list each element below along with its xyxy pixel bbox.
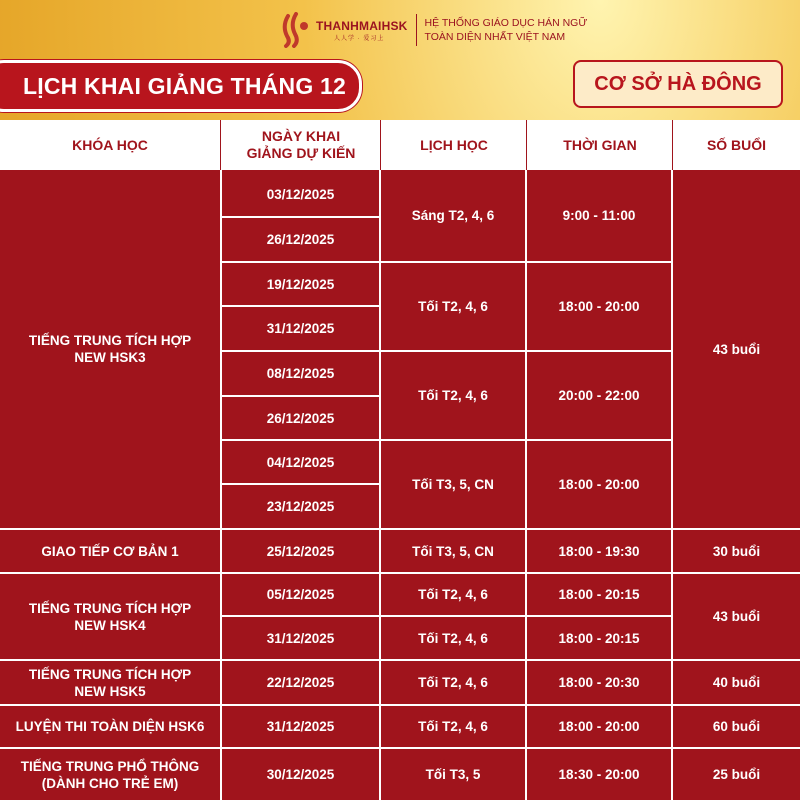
date-cell: 19/12/2025: [266, 276, 335, 292]
brand-sub: 人人学 · 爱习上: [334, 35, 385, 42]
time-cell: 18:30 - 20:00: [558, 767, 640, 782]
date-cell: 22/12/2025: [266, 675, 335, 690]
time-cell: 18:00 - 19:30: [558, 543, 640, 559]
title-banner: [0, 60, 362, 112]
time-cell: 20:00 - 22:00: [558, 388, 640, 403]
header-divider: [672, 120, 673, 170]
schedule-cell: Tối T3, 5, CN: [412, 477, 494, 492]
header-course: KHÓA HỌC: [72, 136, 148, 153]
page-title: LỊCH KHAI GIẢNG THÁNG 12: [23, 72, 346, 99]
schedule-cell: Tối T2, 4, 6: [418, 299, 488, 314]
table-header: [0, 120, 800, 170]
date-cell: 31/12/2025: [266, 630, 335, 646]
branch-badge: [573, 60, 783, 108]
sessions-cell: 43 buổi: [712, 609, 761, 624]
brand-tagline-1: HỆ THỐNG GIÁO DỤC HÁN NGỮ: [424, 17, 588, 29]
date-cell: 05/12/2025: [266, 587, 335, 602]
header-schedule: LỊCH HỌC: [420, 136, 488, 153]
brand-name: THANHMAIHSK: [316, 18, 408, 33]
sessions-cell: 30 buổi: [712, 543, 761, 559]
course-cell: LUYỆN THI TOÀN DIỆN HSK6: [15, 719, 205, 734]
time-cell: 18:00 - 20:30: [558, 675, 640, 690]
time-cell: 9:00 - 11:00: [562, 208, 636, 223]
course-cell: GIAO TIẾP CƠ BẢN 1: [41, 543, 179, 559]
date-cell: 23/12/2025: [266, 499, 335, 514]
course-cell: TIẾNG TRUNG TÍCH HỢP NEW HSK3: [28, 333, 192, 365]
date-cell: 30/12/2025: [266, 767, 335, 782]
course-cell: TIẾNG TRUNG PHỔ THÔNG (DÀNH CHO TRẺ EM): [20, 758, 200, 791]
schedule-table: [0, 120, 800, 800]
branch-label: CƠ SỞ HÀ ĐÔNG: [594, 72, 762, 95]
brand-tagline-2: TOÀN DIỆN NHẤT VIỆT NAM: [424, 31, 566, 43]
schedule-cell: Tối T3, 5, CN: [412, 543, 494, 559]
time-cell: 18:00 - 20:00: [558, 719, 640, 734]
schedule-cell: Tối T2, 4, 6: [418, 388, 488, 403]
date-cell: 25/12/2025: [266, 543, 335, 559]
schedule-cell: Sáng T2, 4, 6: [411, 208, 495, 223]
schedule-cell: Tối T2, 4, 6: [418, 719, 488, 734]
time-cell: 18:00 - 20:00: [558, 477, 640, 492]
header-divider: [526, 120, 527, 170]
date-cell: 08/12/2025: [266, 366, 335, 381]
time-cell: 18:00 - 20:00: [558, 299, 640, 314]
sessions-cell: 60 buổi: [712, 719, 761, 734]
date-cell: 04/12/2025: [266, 454, 335, 470]
brand-logo-icon: [278, 12, 314, 48]
header-date: NGÀY KHAI GIẢNG DỰ KIẾN: [246, 128, 356, 161]
date-cell: 31/12/2025: [266, 321, 335, 336]
date-cell: 31/12/2025: [266, 719, 335, 734]
sessions-cell: 43 buổi: [712, 341, 761, 357]
schedule-cell: Tối T2, 4, 6: [418, 630, 488, 646]
brand-divider: [416, 14, 417, 46]
time-cell: 18:00 - 20:15: [558, 587, 640, 602]
date-cell: 26/12/2025: [266, 232, 335, 247]
date-cell: 26/12/2025: [266, 410, 335, 426]
schedule-cell: Tối T3, 5: [425, 767, 481, 782]
course-cell: TIẾNG TRUNG TÍCH HỢP NEW HSK5: [28, 666, 192, 699]
sessions-cell: 25 buổi: [712, 767, 761, 782]
header-time: THỜI GIAN: [563, 136, 637, 153]
header-divider: [380, 120, 381, 170]
date-cell: 03/12/2025: [266, 186, 335, 202]
time-cell: 18:00 - 20:15: [558, 630, 640, 646]
header-sessions: SỐ BUỔI: [706, 136, 767, 153]
sessions-cell: 40 buổi: [712, 675, 761, 690]
brand-header: [278, 10, 587, 50]
schedule-cell: Tối T2, 4, 6: [418, 675, 488, 690]
header-divider: [220, 120, 221, 170]
course-cell: TIẾNG TRUNG TÍCH HỢP NEW HSK4: [28, 600, 192, 633]
schedule-cell: Tối T2, 4, 6: [418, 587, 488, 602]
